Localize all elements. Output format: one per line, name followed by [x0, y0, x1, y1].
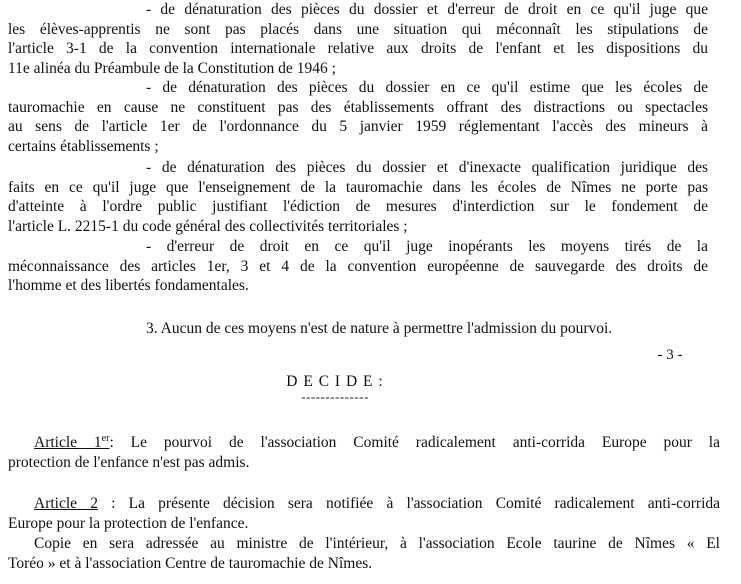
moyen-paragraph-1 [8, 0, 708, 78]
text-line: au sens de l'article 1er de l'ordonnance du 5 janvier 1959 réglementant l'accès des mineurs à [8, 118, 708, 135]
article-2-line-1: La présente décision sera notifiée à l'association Comité radicalement anti-corrida [128, 495, 721, 512]
text-line [8, 433, 720, 453]
copie-paragraph [8, 534, 720, 573]
conclusion-text: 3. Aucun de ces moyens n'est de nature à permettre l'admission du pourvoi. [146, 320, 613, 337]
text-line: l'article 3-1 de la convention internationale relative aux droits de l'enfant et les dispositions du [8, 40, 708, 57]
text-line: - de dénaturation des pièces du dossier et d'erreur de droit en ce qu'il juge que [146, 1, 708, 18]
article-1-label-text: Article 1 [34, 434, 102, 451]
article-2-colon: : [111, 495, 116, 512]
article-2-label: Article 2 [34, 495, 98, 512]
text-line: certains établissements ; [8, 137, 159, 155]
article-2-paragraph [8, 494, 720, 533]
page-number-text: - 3 - [657, 347, 683, 363]
decide-rule-text: -------------- [301, 389, 369, 404]
decide-rule [250, 390, 420, 404]
text-line: - de dénaturation des pièces du dossier en ce qu'il estime que les écoles de [146, 79, 708, 96]
article-1-colon: : [109, 434, 114, 451]
decide-heading-text: D E C I D E : [286, 373, 384, 390]
text-line: tauromachie en cause ne constituent pas des établissements offrant des distractions ou spectacles [8, 98, 708, 116]
article-1-paragraph [8, 433, 720, 472]
text-line: Toréo » et à l'association Centre de tauromachie de Nîmes. [8, 554, 373, 572]
text-line: les élèves-apprentis ne sont pas placés dans une situation qui méconnaît les stipulations de [8, 20, 708, 38]
moyen-paragraph-2 [8, 78, 708, 156]
conclusion-paragraph [146, 319, 706, 339]
text-line: Copie en sera adressée au ministre de l'intérieur, à l'association Ecole taurine de Nîmes « El [34, 535, 720, 552]
text-line: méconnaissance des articles 1er, 3 et 4 de la convention européenne de sauvegarde des droits de [8, 257, 708, 275]
text-line: Europe pour la protection de l'enfance. [8, 514, 249, 532]
moyen-paragraph-3 [8, 158, 708, 236]
page-number [640, 346, 700, 365]
text-line: l'homme et des libertés fondamentales. [8, 277, 249, 294]
text-line: - d'erreur de droit en ce qu'il juge inopérants les moyens tirés de la [146, 238, 708, 255]
text-line: 11e alinéa du Préambule de la Constitution de 1946 ; [8, 59, 336, 77]
text-line: protection de l'enfance n'est pas admis. [8, 453, 250, 471]
text-line [8, 494, 720, 514]
text-line: faits en ce qu'il juge que l'enseignement de la tauromachie dans les écoles de Nîmes ne porte pas [8, 178, 708, 196]
moyen-paragraph-4 [8, 237, 708, 296]
text-line: - de dénaturation des pièces du dossier et d'inexacte qualification juridique des [146, 159, 708, 176]
text-line: d'atteinte à l'ordre public justifiant l'édiction de mesures d'interdiction sur le fondement de [8, 198, 708, 215]
article-1-label-sup: er [101, 432, 110, 444]
text-line: l'article L. 2215-1 du code général des collectivités territoriales ; [8, 217, 408, 235]
article-1-label [34, 434, 109, 451]
article-1-line-1: Le pourvoi de l'association Comité radicalement anti-corrida Europe pour la [130, 434, 720, 451]
